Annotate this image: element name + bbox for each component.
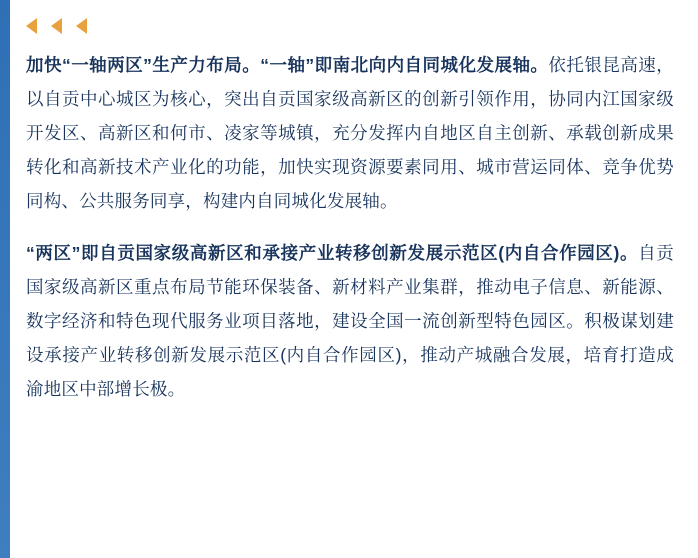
paragraph-2-lead: “两区”即自贡国家级高新区和承接产业转移创新发展示范区(内自合作园区)。 [26, 243, 639, 263]
paragraph-2-rest: 自贡国家级高新区重点布局节能环保装备、新材料产业集群，推动电子信息、新能源、数字经济和特色现代服务业项目落地，建设全国一流创新型特色园区。积极谋划建设承接产业转移创新发展示范区(内自合作园区)，推动产城融合发展，培育打造成渝地区中部增长极。 [26, 243, 674, 399]
paragraph-1 [26, 48, 674, 218]
arrow-left-2-icon [51, 18, 62, 34]
arrow-left-1-icon [26, 18, 37, 34]
arrow-decoration-group [26, 18, 87, 34]
paragraph-1-rest: 依托银昆高速，以自贡中心城区为核心，突出自贡国家级高新区的创新引领作用，协同内江国家级开发区、高新区和何市、凌家等城镇，充分发挥内自地区自主创新、承载创新成果转化和高新技术产业化的功能，加快实现资源要素同用、城市营运同体、竞争优势同构、公共服务同享，构建内自同城化发展轴。 [26, 55, 674, 211]
arrow-left-3-icon [76, 18, 87, 34]
paragraph-1-lead: 加快“一轴两区”生产力布局。“一轴”即南北向内自同城化发展轴。 [26, 55, 549, 75]
article-body [26, 48, 674, 416]
left-accent-rail [0, 0, 10, 558]
paragraph-2 [26, 236, 674, 406]
